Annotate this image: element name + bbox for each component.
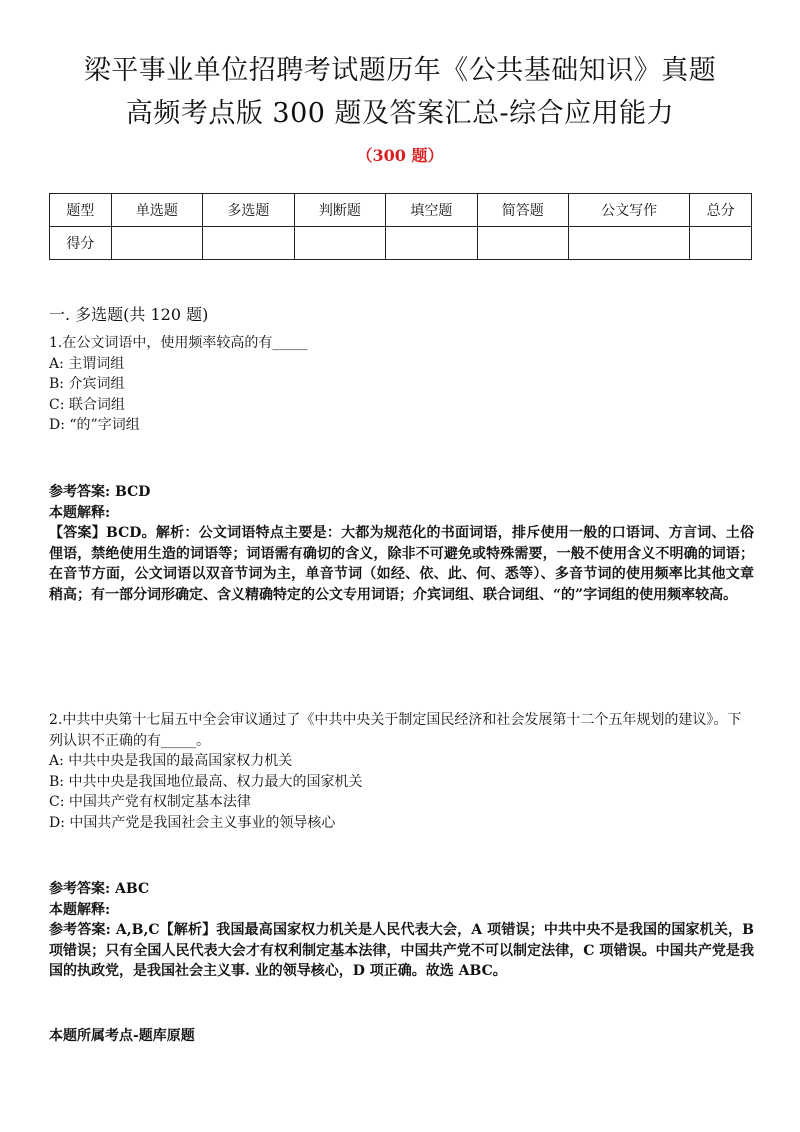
explanation-label: 本题解释: (49, 901, 111, 918)
source-text: 本题所属考点-题库原题 (49, 1028, 195, 1044)
option-a: A: 主谓词组 (49, 355, 125, 372)
option-c: C: 联合词组 (49, 396, 125, 413)
score-table-score-row (50, 227, 752, 260)
answer-block-2 (49, 879, 754, 982)
option-a: A: 中共中央是我国的最高国家权力机关 (49, 753, 293, 769)
explanation-text: 【答案】BCD。解析：公文词语特点主要是：大都为规范化的书面词语，排斥使用一般的口语词、方言词、土俗俚语，禁绝使用生造的词语等；词语需有确切的含义，除非不可避免或特殊需要，一般不使用含义不明确的词语；在音节方面，公文词语以双音节词为主，单音节词（如经、依、此、何、悉等）、多音节词的使用频率比其他文章稍高；有一部分词形确定、含义精确特定的公文专用词语；介宾词组、联合词组、“的”字词组的使用频率较高。 (49, 525, 754, 603)
document-title-line-2: 高频考点版 300 题及答案汇总-综合应用能力 (125, 98, 675, 129)
reference-answer: 参考答案: BCD (49, 484, 151, 500)
reference-answer: 参考答案: ABC (49, 881, 150, 897)
score-cell (203, 227, 294, 260)
source-note (49, 1026, 754, 1047)
score-table-header-cell: 单选题 (111, 194, 202, 227)
question-2 (49, 710, 754, 833)
score-table-header-cell: 公文写作 (569, 194, 690, 227)
score-table-row-label: 得分 (50, 227, 112, 260)
option-d: D: “的”字词组 (49, 417, 140, 433)
score-table-header-cell: 判断题 (294, 194, 385, 227)
document-title-line-1: 梁平事业单位招聘考试题历年《公共基础知识》真题 (83, 55, 717, 86)
question-count: （300 题） (356, 146, 444, 165)
score-table-header-cell: 填空题 (386, 194, 477, 227)
score-table-header-cell: 简答题 (477, 194, 568, 227)
explanation-label: 本题解释: (49, 504, 111, 521)
section-title: 一. 多选题(共 120 题) (49, 305, 209, 324)
score-table-header-row (50, 194, 752, 227)
option-c: C: 中国共产党有权制定基本法律 (49, 794, 251, 810)
score-table (49, 193, 752, 260)
score-cell (111, 227, 202, 260)
option-b: B: 介宾词组 (49, 376, 125, 392)
answer-block-1 (49, 482, 754, 605)
score-cell (477, 227, 568, 260)
score-table-header-cell: 总分 (690, 194, 752, 227)
option-b: B: 中共中央是我国地位最高、权力最大的国家机关 (49, 773, 363, 790)
score-cell (294, 227, 385, 260)
question-1 (49, 333, 754, 436)
score-cell (690, 227, 752, 260)
score-table-header-cell: 多选题 (203, 194, 294, 227)
option-d: D: 中国共产党是我国社会主义事业的领导核心 (49, 814, 336, 831)
score-cell (569, 227, 690, 260)
question-stem: 2.中共中央第十七届五中全会审议通过了《中共中央关于制定国民经济和社会发展第十二个五年规划的建议》。下列认识不正确的有_____。 (49, 712, 742, 749)
score-cell (386, 227, 477, 260)
score-table-header-cell: 题型 (50, 194, 112, 227)
question-stem: 1.在公文词语中，使用频率较高的有_____ (49, 335, 308, 351)
explanation-text: 参考答案: A,B,C【解析】我国最高国家权力机关是人民代表大会，A 项错误；中共中央不是我国的国家机关，B 项错误；只有全国人民代表大会才有权利制定基本法律，中国共产党不可以制定法律，C 项错误。中国共产党是我国的执政党，是我国社会主义事. 业的领导核心，D 项正确。故选 ABC。 (49, 922, 754, 979)
